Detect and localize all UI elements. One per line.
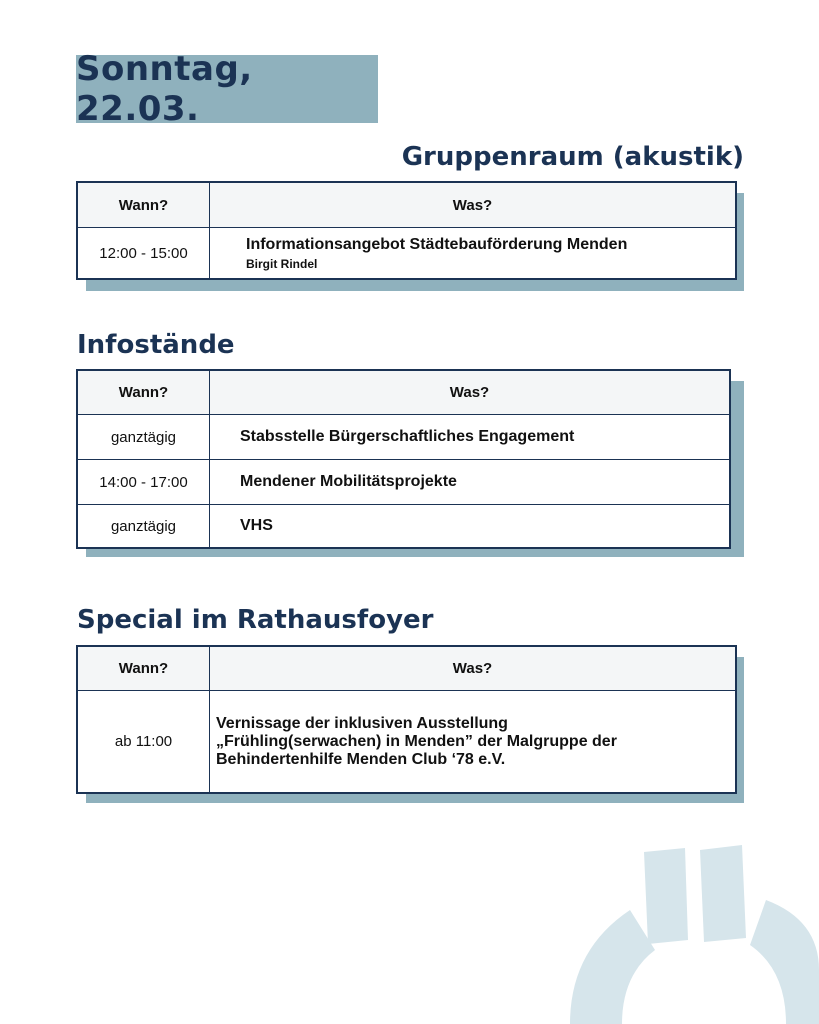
entry-line: Behindertenhilfe Menden Club ‘78 e.V. [216,750,506,768]
header-what: Was? [452,196,493,214]
row-when: ab 11:00 [78,691,210,792]
table-body [76,645,737,794]
deco-arc-left [570,910,655,1024]
row-what [210,460,729,504]
schedule-table-gruppenraum [76,181,744,293]
row-when: ganztägig [78,415,210,459]
row-when: 14:00 - 17:00 [78,460,210,504]
entry-title: Informationsangebot Städtebauförderung Menden [246,235,628,253]
entry-subtitle: Birgit Rindel [246,256,318,271]
entry-title: Mendener Mobilitätsprojekte [240,473,457,490]
table-header-row [78,647,735,690]
decorative-quote-graphic [560,840,819,1024]
table-header-row [78,371,729,414]
section-title-infostaende: Infostände [77,330,235,360]
entry-line: Vernissage der inklusiven Ausstellung [216,714,508,732]
header-what: Was? [449,384,490,401]
table-body [76,369,731,549]
table-row [78,227,735,278]
header-when: Wann? [78,183,210,227]
table-row [78,504,729,547]
table-row [78,414,729,459]
table-body [76,181,737,280]
row-when: 12:00 - 15:00 [78,228,210,278]
row-what [210,415,729,459]
row-when: ganztägig [78,505,210,547]
table-row [78,690,735,792]
entry-title: Stabsstelle Bürgerschaftliches Engagement [240,428,575,445]
section-title-rathausfoyer: Special im Rathausfoyer [77,605,434,635]
header-what: Was? [452,660,493,677]
deco-bar-2 [700,845,746,942]
schedule-table-infostaende [76,369,744,559]
deco-arc-right [750,900,819,1024]
row-what [210,505,729,547]
header-when: Wann? [78,647,210,690]
entry-line: „Frühling(serwachen) in Menden” der Malgruppe der [216,732,617,750]
day-banner [76,49,378,129]
header-when: Wann? [78,371,210,414]
row-what [210,691,735,792]
deco-bar-1 [644,848,688,944]
entry-title: VHS [240,517,273,534]
table-header-row [78,183,735,227]
row-what [210,228,735,278]
schedule-table-rathausfoyer [76,645,744,805]
section-title-gruppenraum: Gruppenraum (akustik) [401,142,744,172]
table-row [78,459,729,504]
day-label: Sonntag, 22.03. [76,49,253,129]
